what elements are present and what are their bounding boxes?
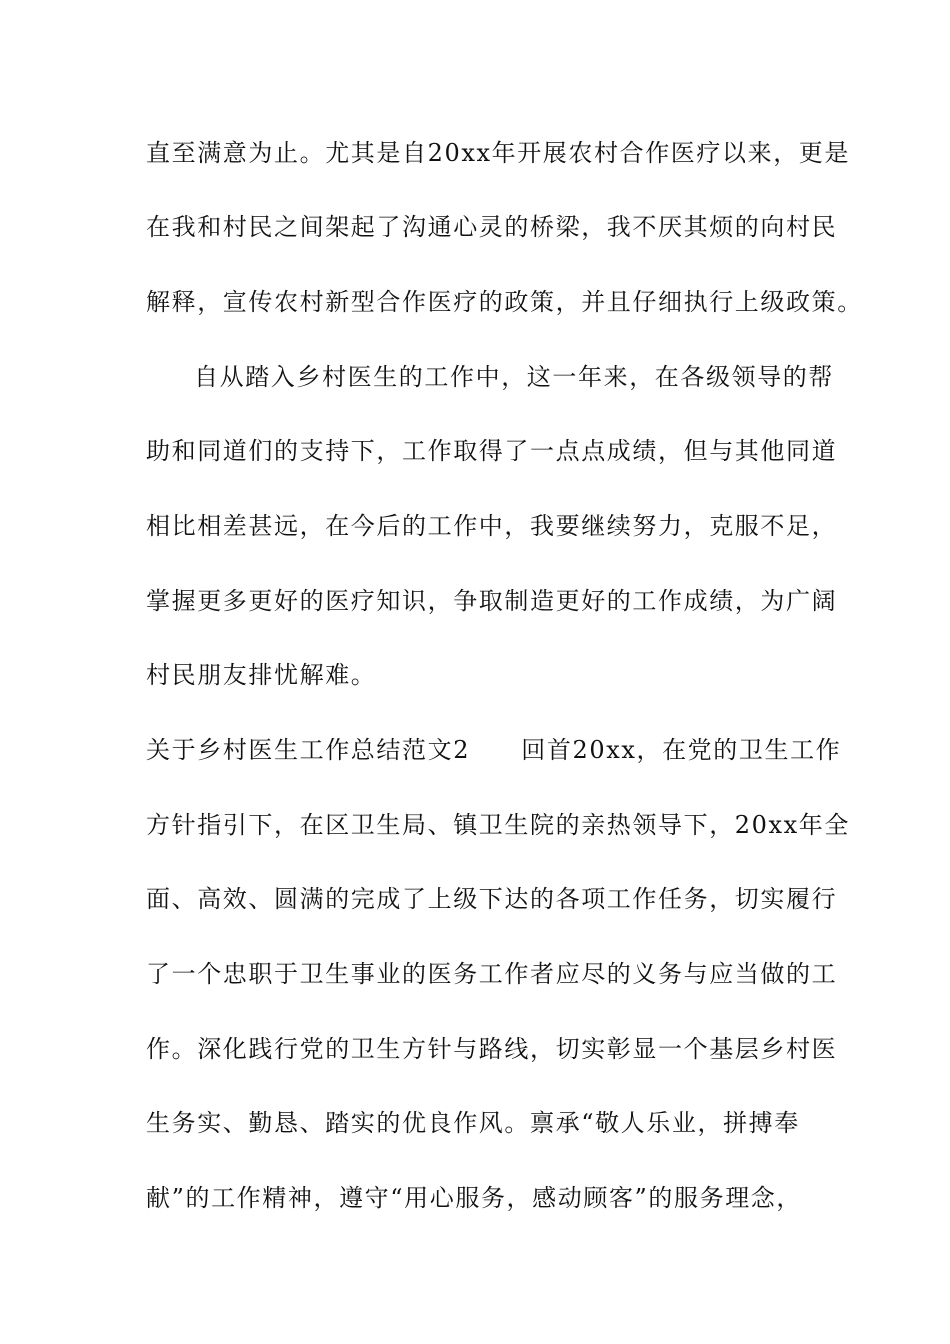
text-line: 掌握更多更好的医疗知识，争取制造更好的工作成绩，为广阔 — [146, 587, 838, 615]
text-line: 面、高效、圆满的完成了上级下达的各项工作任务，切实履行 — [146, 885, 838, 913]
section-heading-line: 关于乡村医生工作总结范文2 回首20xx，在党的卫生工作 — [146, 736, 842, 764]
text-line: 献”的工作精神，遵守“用心服务，感动顾客”的服务理念， — [146, 1184, 803, 1212]
text-line: 在我和村民之间架起了沟通心灵的桥梁，我不厌其烦的向村民 — [146, 213, 838, 241]
text-line: 方针指引下，在区卫生局、镇卫生院的亲热领导下，20xx年全 — [146, 811, 851, 839]
text-line: 直至满意为止。尤其是自20xx年开展农村合作医疗以来，更是 — [146, 139, 851, 167]
text-line: 作。深化践行党的卫生方针与路线，切实彰显一个基层乡村医 — [146, 1035, 838, 1063]
text-line: 解释，宣传农村新型合作医疗的政策，并且仔细执行上级政策。 — [146, 288, 863, 316]
paragraph-first-line: 自从踏入乡村医生的工作中，这一年来，在各级领导的帮 — [194, 363, 834, 391]
text-line: 助和同道们的支持下，工作取得了一点点成绩，但与其他同道 — [146, 437, 838, 465]
text-line: 了一个忠职于卫生事业的医务工作者应尽的义务与应当做的工 — [146, 960, 838, 988]
text-line: 村民朋友排忧解难。 — [146, 661, 377, 689]
text-line: 相比相差甚远，在今后的工作中，我要继续努力，克服不足， — [146, 512, 838, 540]
text-line: 生务实、勤恳、踏实的优良作风。禀承“敬人乐业，拼搏奉 — [146, 1109, 800, 1137]
